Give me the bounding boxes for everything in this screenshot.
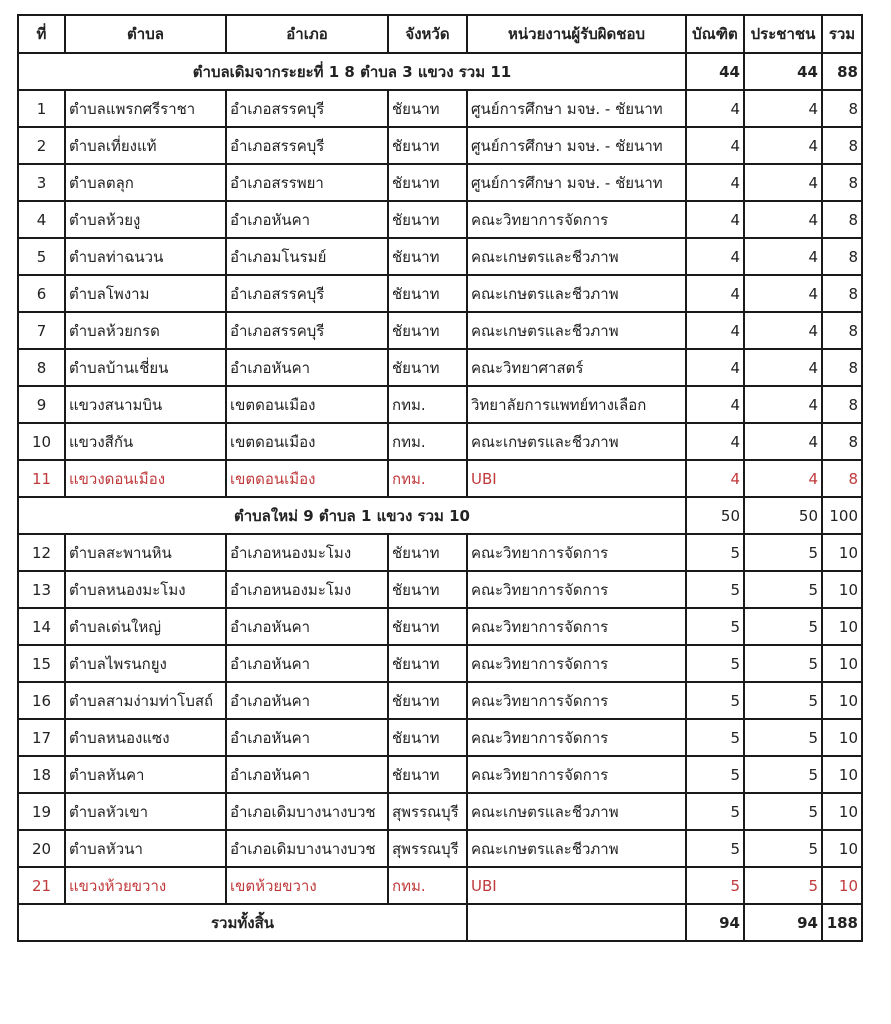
table-row [18,460,862,497]
row-province: ชัยนาท [388,127,467,164]
table-row [18,164,862,201]
row-province: กทม. [388,423,467,460]
row-subdistrict: แขวงดอนเมือง [65,460,226,497]
row-total: 10 [822,571,862,608]
table-body [18,53,862,941]
row-district: เขตดอนเมือง [226,386,388,423]
row-total: 8 [822,423,862,460]
row-agency: คณะเกษตรและชีวภาพ [467,312,686,349]
row-subdistrict: ตำบลหัวนา [65,830,226,867]
row-graduates: 4 [686,127,744,164]
row-agency: คณะวิทยาการจัดการ [467,608,686,645]
row-no: 5 [18,238,65,275]
table-row [18,386,862,423]
row-citizens: 4 [744,127,822,164]
row-no: 3 [18,164,65,201]
row-province: ชัยนาท [388,571,467,608]
row-total: 10 [822,534,862,571]
row-province: สุพรรณบุรี [388,830,467,867]
row-citizens: 5 [744,867,822,904]
row-no: 16 [18,682,65,719]
table-row [18,793,862,830]
row-subdistrict: ตำบลเที่ยงแท้ [65,127,226,164]
row-graduates: 4 [686,423,744,460]
row-district: เขตห้วยขวาง [226,867,388,904]
row-agency: คณะวิทยาการจัดการ [467,719,686,756]
table-row [18,608,862,645]
table-row [18,830,862,867]
row-province: ชัยนาท [388,238,467,275]
row-province: ชัยนาท [388,349,467,386]
row-graduates: 5 [686,682,744,719]
header-agency: หน่วยงานผู้รับผิดชอบ [467,15,686,53]
table-row [18,349,862,386]
row-subdistrict: ตำบลหัวเขา [65,793,226,830]
section-graduates: 50 [686,497,744,534]
row-graduates: 4 [686,460,744,497]
row-agency: คณะวิทยาการจัดการ [467,201,686,238]
row-district: เขตดอนเมือง [226,423,388,460]
grand-total-label: รวมทั้งสิ้น [18,904,467,941]
row-no: 17 [18,719,65,756]
row-citizens: 5 [744,571,822,608]
row-district: เขตดอนเมือง [226,460,388,497]
row-total: 8 [822,386,862,423]
row-subdistrict: ตำบลไพรนกยูง [65,645,226,682]
row-citizens: 4 [744,386,822,423]
row-province: ชัยนาท [388,534,467,571]
row-no: 21 [18,867,65,904]
row-graduates: 5 [686,645,744,682]
row-subdistrict: ตำบลหนองมะโมง [65,571,226,608]
row-province: ชัยนาท [388,275,467,312]
row-graduates: 4 [686,312,744,349]
row-district: อำเภอหันคา [226,756,388,793]
row-citizens: 4 [744,275,822,312]
row-province: ชัยนาท [388,608,467,645]
row-total: 10 [822,793,862,830]
header-district: อำเภอ [226,15,388,53]
row-no: 19 [18,793,65,830]
row-district: อำเภอหันคา [226,682,388,719]
row-citizens: 5 [744,534,822,571]
row-total: 8 [822,312,862,349]
row-total: 10 [822,608,862,645]
row-subdistrict: ตำบลเด่นใหญ่ [65,608,226,645]
section-row [18,497,862,534]
row-citizens: 5 [744,645,822,682]
row-district: อำเภอหนองมะโมง [226,571,388,608]
row-graduates: 5 [686,608,744,645]
row-subdistrict: ตำบลสามง่ามท่าโบสถ์ [65,682,226,719]
row-no: 12 [18,534,65,571]
row-district: อำเภอหันคา [226,645,388,682]
table-row [18,423,862,460]
row-agency: คณะวิทยาการจัดการ [467,682,686,719]
row-citizens: 4 [744,238,822,275]
section-citizens: 44 [744,53,822,90]
section-total: 100 [822,497,862,534]
header-graduates: บัณฑิต [686,15,744,53]
section-row [18,53,862,90]
row-province: ชัยนาท [388,201,467,238]
row-citizens: 4 [744,460,822,497]
section-graduates: 44 [686,53,744,90]
header-total: รวม [822,15,862,53]
row-district: อำเภอหนองมะโมง [226,534,388,571]
row-graduates: 5 [686,830,744,867]
row-subdistrict: ตำบลบ้านเชี่ยน [65,349,226,386]
row-district: อำเภอเดิมบางนางบวช [226,830,388,867]
row-no: 4 [18,201,65,238]
row-district: อำเภอเดิมบางนางบวช [226,793,388,830]
row-agency: คณะเกษตรและชีวภาพ [467,793,686,830]
row-district: อำเภอหันคา [226,608,388,645]
table-row [18,719,862,756]
row-agency: คณะวิทยาการจัดการ [467,534,686,571]
row-graduates: 4 [686,275,744,312]
row-district: อำเภอสรรพยา [226,164,388,201]
table-row [18,867,862,904]
row-total: 10 [822,867,862,904]
grand-total-citizens: 94 [744,904,822,941]
row-total: 10 [822,645,862,682]
row-citizens: 5 [744,830,822,867]
section-label: ตำบลใหม่ 9 ตำบล 1 แขวง รวม 10 [18,497,686,534]
row-total: 8 [822,349,862,386]
row-agency: คณะเกษตรและชีวภาพ [467,830,686,867]
row-agency: คณะเกษตรและชีวภาพ [467,238,686,275]
row-citizens: 5 [744,682,822,719]
row-citizens: 4 [744,312,822,349]
row-graduates: 4 [686,164,744,201]
row-no: 15 [18,645,65,682]
row-citizens: 4 [744,164,822,201]
row-district: อำเภอสรรคบุรี [226,90,388,127]
row-no: 1 [18,90,65,127]
row-province: กทม. [388,460,467,497]
table-row [18,90,862,127]
row-no: 11 [18,460,65,497]
section-label: ตำบลเดิมจากระยะที่ 1 8 ตำบล 3 แขวง รวม 11 [18,53,686,90]
row-graduates: 4 [686,90,744,127]
row-no: 8 [18,349,65,386]
row-citizens: 5 [744,793,822,830]
row-district: อำเภอสรรคบุรี [226,127,388,164]
row-graduates: 4 [686,238,744,275]
row-graduates: 4 [686,201,744,238]
row-citizens: 4 [744,90,822,127]
row-total: 8 [822,275,862,312]
row-graduates: 4 [686,386,744,423]
table-row [18,275,862,312]
row-graduates: 5 [686,867,744,904]
row-district: อำเภอมโนรมย์ [226,238,388,275]
row-province: สุพรรณบุรี [388,793,467,830]
table-row [18,756,862,793]
grand-total-agency [467,904,686,941]
table-row [18,201,862,238]
row-graduates: 5 [686,793,744,830]
grand-total-graduates: 94 [686,904,744,941]
row-agency: UBI [467,867,686,904]
row-total: 8 [822,201,862,238]
header-subdistrict: ตำบล [65,15,226,53]
row-citizens: 4 [744,201,822,238]
row-province: ชัยนาท [388,756,467,793]
row-subdistrict: แขวงห้วยขวาง [65,867,226,904]
row-graduates: 5 [686,719,744,756]
row-total: 8 [822,238,862,275]
row-total: 10 [822,719,862,756]
row-province: กทม. [388,867,467,904]
row-no: 14 [18,608,65,645]
header-citizens: ประชาชน [744,15,822,53]
row-citizens: 4 [744,423,822,460]
row-no: 7 [18,312,65,349]
row-no: 13 [18,571,65,608]
row-agency: คณะเกษตรและชีวภาพ [467,423,686,460]
row-no: 2 [18,127,65,164]
row-agency: ศูนย์การศึกษา มจษ. - ชัยนาท [467,127,686,164]
row-subdistrict: ตำบลหนองแซง [65,719,226,756]
header-province: จังหวัด [388,15,467,53]
row-no: 18 [18,756,65,793]
row-citizens: 4 [744,349,822,386]
table-row [18,571,862,608]
header-no: ที่ [18,15,65,53]
row-subdistrict: ตำบลหันคา [65,756,226,793]
row-district: อำเภอหันคา [226,349,388,386]
row-graduates: 5 [686,534,744,571]
row-province: ชัยนาท [388,90,467,127]
row-district: อำเภอหันคา [226,719,388,756]
table-row [18,238,862,275]
row-no: 9 [18,386,65,423]
header-row [18,15,862,53]
row-total: 8 [822,164,862,201]
row-agency: คณะวิทยาการจัดการ [467,571,686,608]
table-row [18,534,862,571]
row-province: กทม. [388,386,467,423]
row-agency: วิทยาลัยการแพทย์ทางเลือก [467,386,686,423]
row-province: ชัยนาท [388,645,467,682]
row-total: 8 [822,460,862,497]
table-row [18,682,862,719]
row-citizens: 5 [744,719,822,756]
row-graduates: 5 [686,571,744,608]
row-subdistrict: ตำบลตลุก [65,164,226,201]
row-agency: UBI [467,460,686,497]
row-subdistrict: ตำบลท่าฉนวน [65,238,226,275]
row-total: 8 [822,90,862,127]
row-subdistrict: ตำบลสะพานหิน [65,534,226,571]
row-agency: คณะวิทยาการจัดการ [467,645,686,682]
row-citizens: 5 [744,756,822,793]
row-subdistrict: ตำบลโพงาม [65,275,226,312]
row-graduates: 4 [686,349,744,386]
row-no: 10 [18,423,65,460]
row-agency: คณะเกษตรและชีวภาพ [467,275,686,312]
row-district: อำเภอสรรคบุรี [226,312,388,349]
row-agency: ศูนย์การศึกษา มจษ. - ชัยนาท [467,90,686,127]
row-subdistrict: ตำบลแพรกศรีราชา [65,90,226,127]
table-row [18,127,862,164]
row-subdistrict: ตำบลห้วยงู [65,201,226,238]
row-total: 10 [822,756,862,793]
row-no: 20 [18,830,65,867]
beneficiary-table [17,14,863,942]
row-total: 8 [822,127,862,164]
row-province: ชัยนาท [388,682,467,719]
row-province: ชัยนาท [388,164,467,201]
section-total: 88 [822,53,862,90]
row-citizens: 5 [744,608,822,645]
row-agency: คณะวิทยาศาสตร์ [467,349,686,386]
row-agency: คณะวิทยาการจัดการ [467,756,686,793]
row-subdistrict: แขวงสนามบิน [65,386,226,423]
row-total: 10 [822,830,862,867]
row-subdistrict: ตำบลห้วยกรด [65,312,226,349]
row-graduates: 5 [686,756,744,793]
grand-total-total: 188 [822,904,862,941]
row-subdistrict: แขวงสีกัน [65,423,226,460]
row-no: 6 [18,275,65,312]
section-citizens: 50 [744,497,822,534]
row-agency: ศูนย์การศึกษา มจษ. - ชัยนาท [467,164,686,201]
row-province: ชัยนาท [388,719,467,756]
row-province: ชัยนาท [388,312,467,349]
row-total: 10 [822,682,862,719]
table-row [18,645,862,682]
row-district: อำเภอหันคา [226,201,388,238]
row-district: อำเภอสรรคบุรี [226,275,388,312]
table-row [18,312,862,349]
grand-total-row [18,904,862,941]
